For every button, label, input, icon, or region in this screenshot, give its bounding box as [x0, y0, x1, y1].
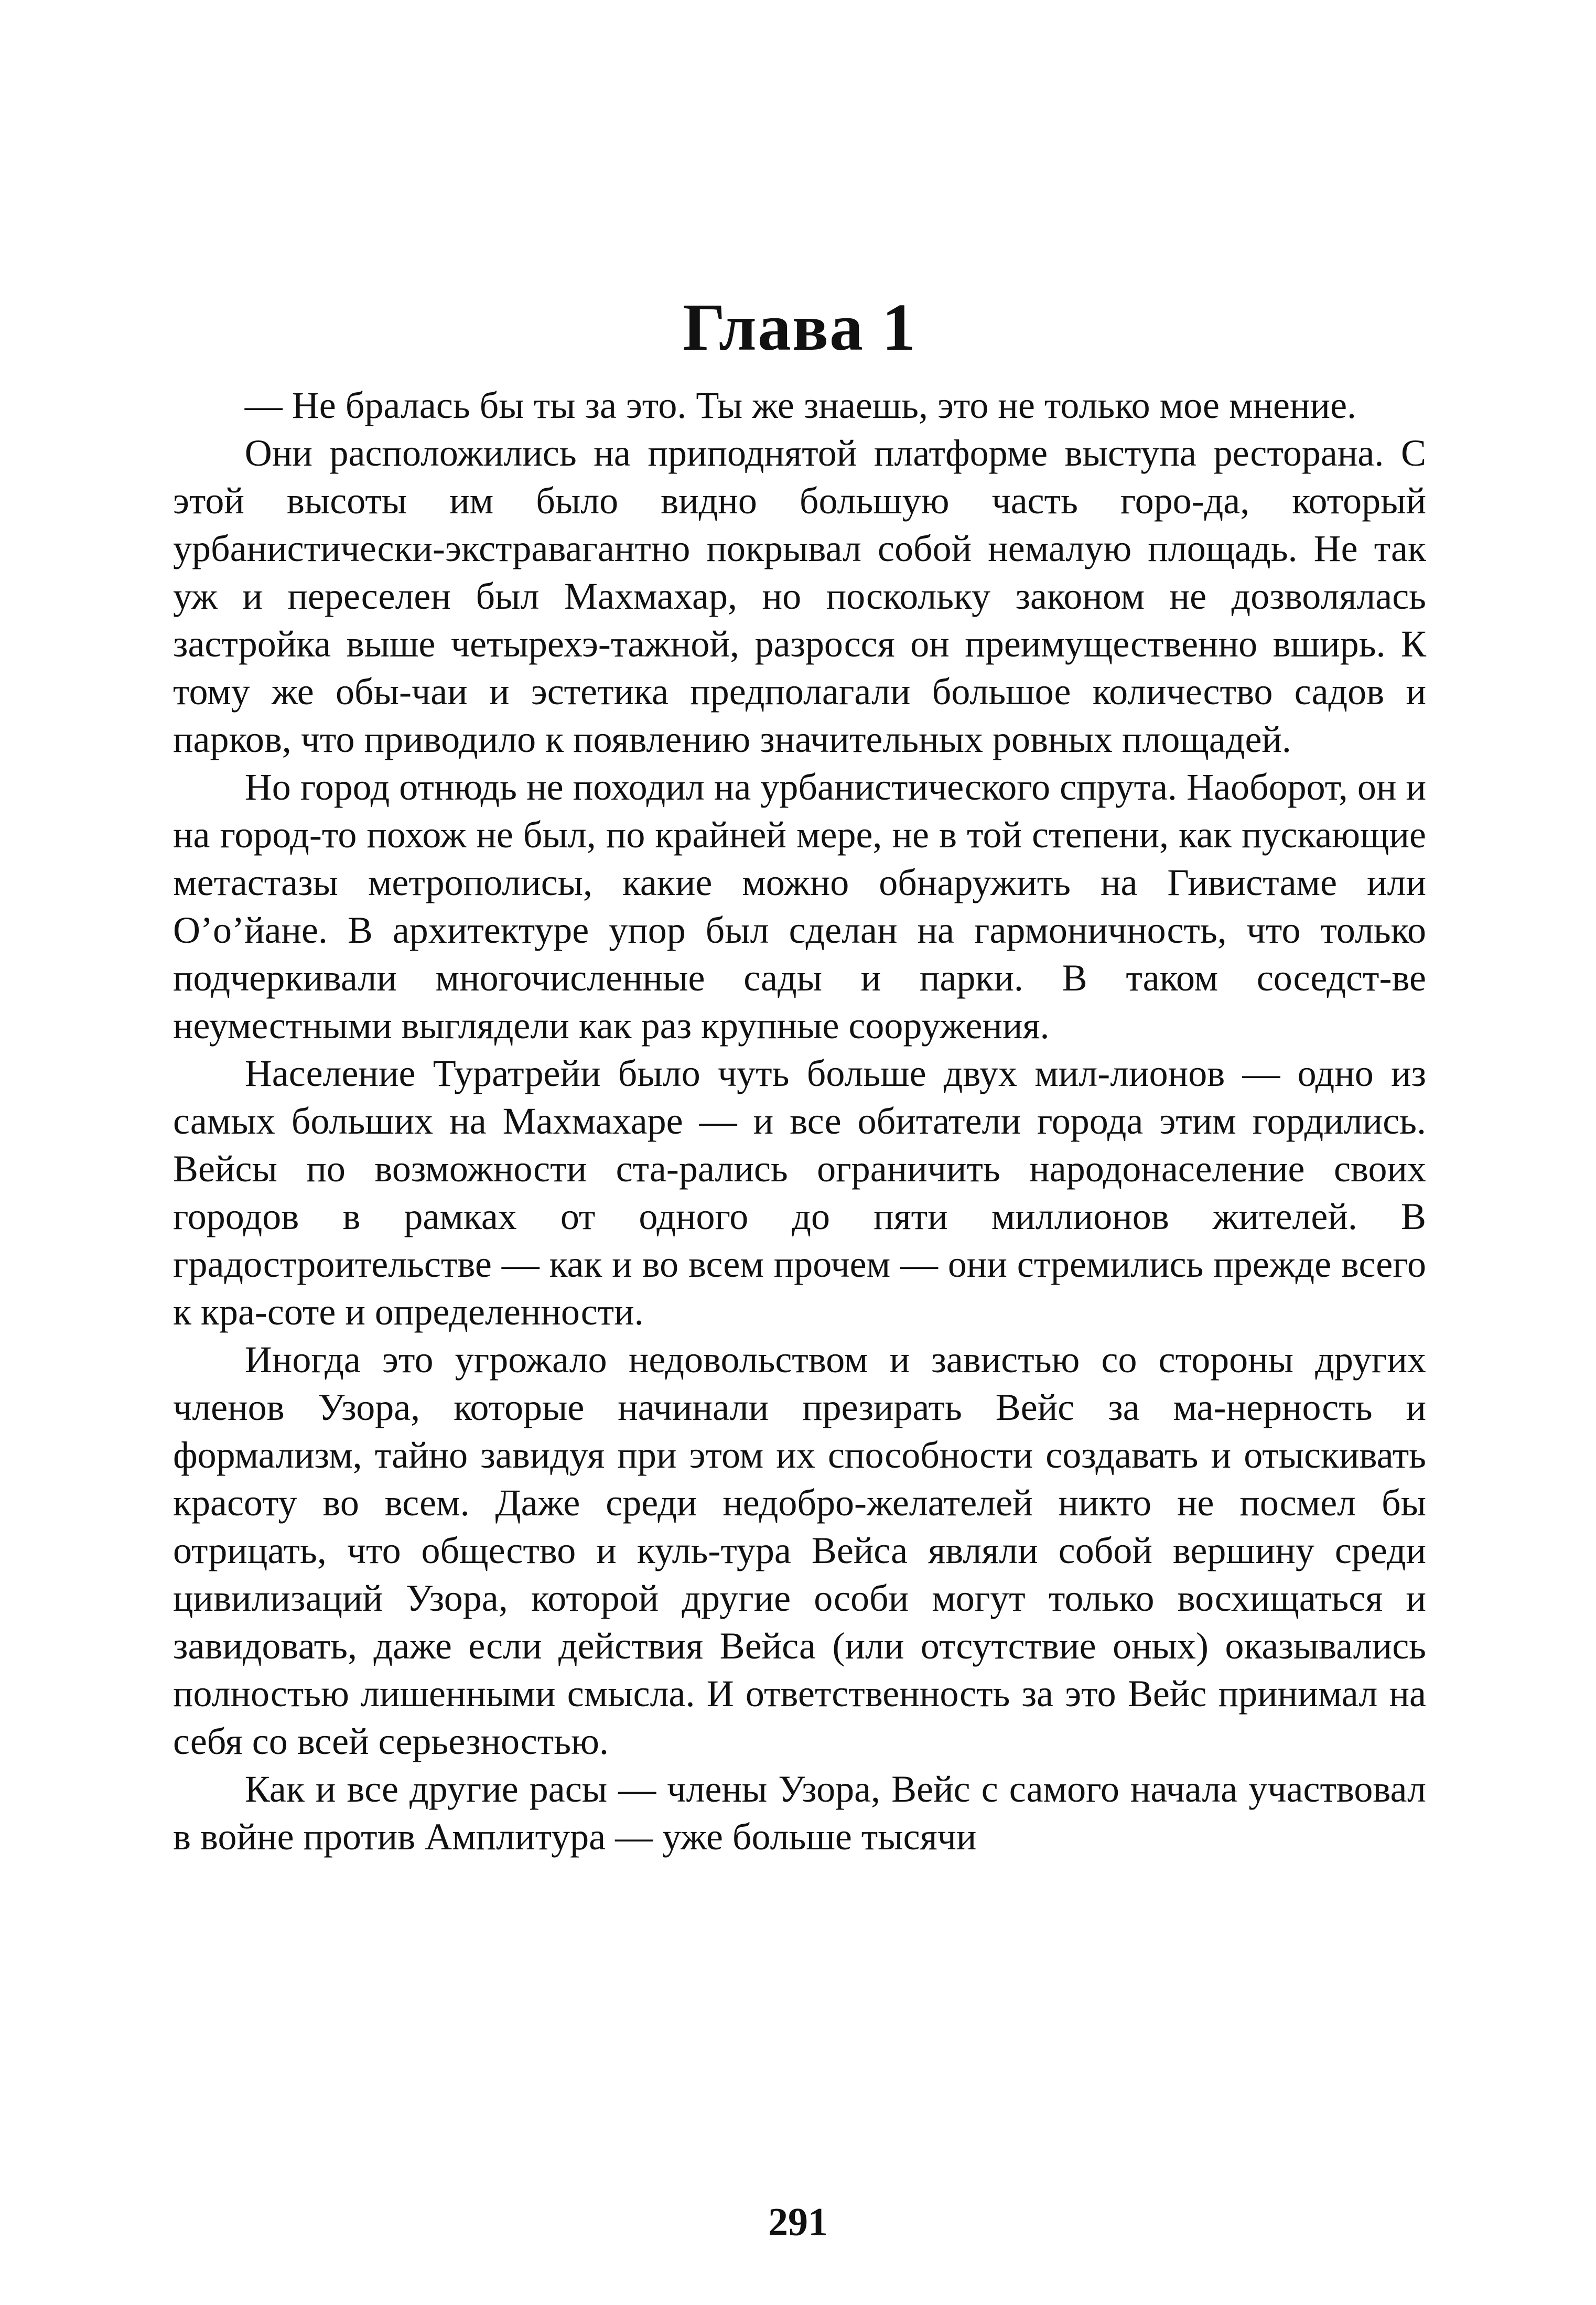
chapter-title: Глава 1	[683, 290, 916, 364]
book-page	[173, 290, 1426, 1861]
paragraph-6: Как и все другие расы — члены Узора, Вейс с самого начала участвовал в войне против Амплитура — уже больше тысячи	[173, 1768, 1426, 1858]
paragraph-3: Но город отнюдь не походил на урбанистического спрута. Наоборот, он и на город-то похож не был, по крайней мере, не в той степени, как пускающие метастазы метрополисы, какие можно обнаружить на Гивистаме или О’о’йане. В архитектуре упор был сделан на гармоничность, что только подчеркивали многочисленные сады и парки. В таком соседст-ве неуместными выглядели как раз крупные сооружения.	[173, 766, 1426, 1047]
paragraph-1: — Не бралась бы ты за это. Ты же знаешь, это не только мое мнение.	[244, 384, 1357, 426]
page-number: 291	[768, 2200, 828, 2244]
paragraph-2: Они расположились на приподнятой платформе выступа ресторана. С этой высоты им было видно большую часть горо-да, который урбанистически-экстравагантно покрывал собой немалую площадь. Не так уж и переселен был Махмахар, но поскольку законом не дозволялась застройка выше четырехэ-тажной, разросся он преимущественно вширь. К тому же обы-чаи и эстетика предполагали большое количество садов и парков, что приводило к появлению значительных ровных площадей.	[173, 432, 1426, 760]
paragraph-5: Иногда это угрожало недовольством и завистью со стороны других членов Узора, которые начинали презирать Вейс за ма-нерность и формализм, тайно завидуя при этом их способности создавать и отыскивать красоту во всем. Даже среди недобро-желателей никто не посмел бы отрицать, что общество и куль-тура Вейса являли собой вершину среди цивилизаций Узора, которой другие особи могут только восхищаться и завидовать, даже если действия Вейса (или отсутствие оных) оказывались полностью лишенными смысла. И ответственность за это Вейс принимал на себя со всей серьезностью.	[173, 1339, 1426, 1762]
chapter-body	[173, 382, 1426, 1861]
paragraph-4: Население Туратрейи было чуть больше двух мил-лионов — одно из самых больших на Махмахаре — и все обитатели города этим гордились. Вейсы по возможности ста-рались ограничить народонаселение своих городов в рамках от одного до пяти миллионов жителей. В градостроительстве — как и во всем прочем — они стремились прежде всего к кра-соте и определенности.	[173, 1052, 1426, 1333]
